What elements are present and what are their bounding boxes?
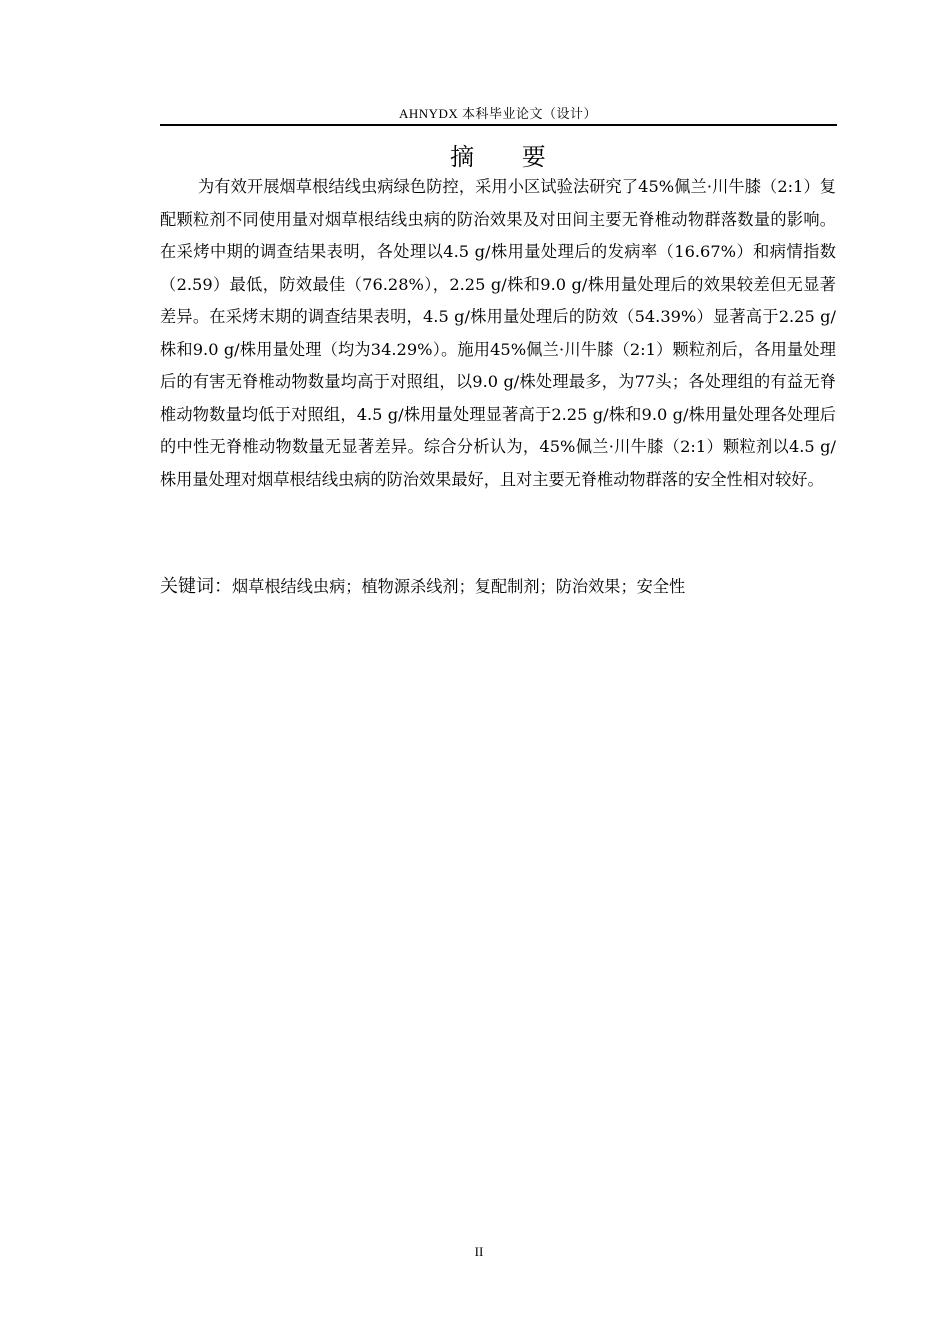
keywords-line bbox=[160, 571, 836, 603]
keywords-text: 烟草根结线虫病；植物源杀线剂；复配制剂；防治效果；安全性 bbox=[232, 577, 686, 596]
page-number: II bbox=[474, 1244, 484, 1259]
keywords-label: 关键词： bbox=[160, 576, 232, 597]
abstract-body: 为有效开展烟草根结线虫病绿色防控，采用小区试验法研究了45%佩兰·川牛膝（2:1）复配颗粒剂不同使用量对烟草根结线虫病的防治效果及对田间主要无脊椎动物群落数量的影响。在采烤中期的调查结果表明，各处理以4.5 g/株用量处理后的发病率（16.67%）和病情指数（2.59）最低，防效最佳（76.28%），2.25 g/株和9.0 g/株用量处理后的效果较差但无显著差异。在采烤末期的调查结果表明，4.5 g/株用量处理后的防效（54.39%）显著高于2.25 g/株和9.0 g/株用量处理（均为34.29%）。施用45%佩兰·川牛膝（2:1）颗粒剂后，各用量处理后的有害无脊椎动物数量均高于对照组，以9.0 g/株处理最多，为77头；各处理组的有益无脊椎动物数量均低于对照组，4.5 g/株用量处理显著高于2.25 g/株和9.0 g/株用量处理各处理后的中性无脊椎动物数量无显著差异。综合分析认为，45%佩兰·川牛膝（2:1）颗粒剂以4.5 g/株用量处理对烟草根结线虫病的防治效果最好，且对主要无脊椎动物群落的安全性相对较好。 bbox=[160, 177, 836, 489]
running-header: AHNYDX 本科毕业论文（设计） bbox=[398, 106, 598, 121]
abstract-title: 摘 要 bbox=[450, 143, 566, 171]
header-rule bbox=[160, 124, 837, 126]
